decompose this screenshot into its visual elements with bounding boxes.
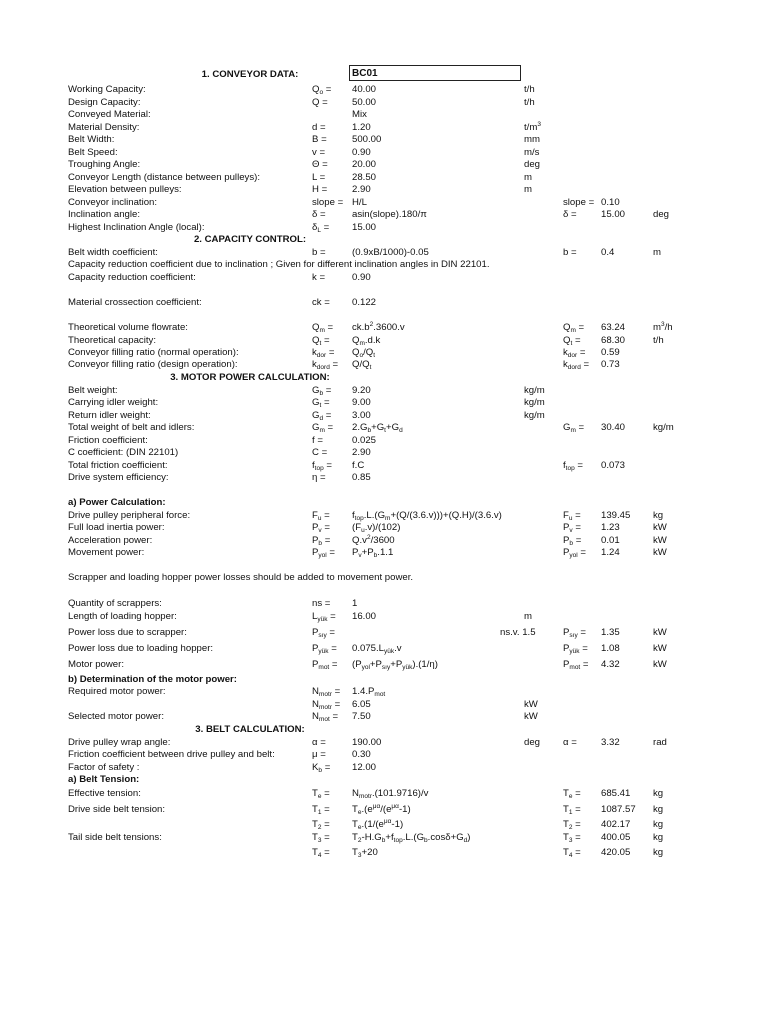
filling-design-result-symbol: $k_{dord}$ = xyxy=(563,359,590,371)
elevation-value: 2.90 xyxy=(352,184,371,195)
row-c-coef xyxy=(0,446,768,459)
wrap-angle-result-value: 3.32 xyxy=(601,737,620,748)
inertia-power-label: Full load inertia power: xyxy=(68,522,165,533)
row-s1 xyxy=(0,68,768,81)
row-a-tension xyxy=(0,773,768,786)
conveyor-inclination-result-symbol: slope = xyxy=(563,197,595,208)
filling-design-value: $Q/Q_t$ xyxy=(352,359,372,371)
motor-power-result-symbol: $P_{mot}$ = xyxy=(563,659,589,671)
filling-normal-label: Conveyor filling ratio (normal operation): xyxy=(68,347,239,358)
safety-factor-value: 12.00 xyxy=(352,762,377,773)
wrap-angle-value: 190.00 xyxy=(352,737,382,748)
belt-speed-unit: m/s xyxy=(524,147,540,158)
row-s2 xyxy=(0,233,768,246)
inclination-angle-symbol: δ = xyxy=(312,209,326,220)
motor-power-value: $(P_{yol}+P_{sıy}+P_{yük}).(1/\eta)$ xyxy=(352,659,438,671)
required-motor-val-value: 6.05 xyxy=(352,699,371,710)
belt-width-coef-result-symbol: b = xyxy=(563,247,577,258)
effective-tension-value: $N_{motr}.(101.9716)/v$ xyxy=(352,788,429,800)
total-weight-result-value: 30.40 xyxy=(601,422,626,433)
drive-side-t2-result-unit: kg xyxy=(653,819,664,830)
selected-motor-symbol: $N_{mot}$ = xyxy=(312,711,339,723)
total-weight-result-unit: kg/m xyxy=(653,422,674,433)
belt-width-value: 500.00 xyxy=(352,134,382,145)
theoretical-capacity-value: $Q_m.d.k$ xyxy=(352,335,381,347)
drive-efficiency-value: 0.85 xyxy=(352,472,371,483)
inclination-angle-value: asin(slope).180/π xyxy=(352,209,427,220)
carrying-idler-label: Carrying idler weight: xyxy=(68,397,159,408)
material-crosssection-symbol: ck = xyxy=(312,297,330,308)
tail-side-t3-result-unit: kg xyxy=(653,832,664,843)
inclination-angle-result-value: 15.00 xyxy=(601,209,626,220)
safety-factor-symbol: $K_b$ = xyxy=(312,762,331,774)
highest-inclination-value: 15.00 xyxy=(352,222,377,233)
material-density-label: Material Density: xyxy=(68,122,140,133)
wrap-angle-unit: deg xyxy=(524,737,541,748)
tail-side-t4-value: $T_3+20$ xyxy=(352,847,378,859)
row-elevation xyxy=(0,183,768,196)
required-motor-label: Required motor power: xyxy=(68,686,166,697)
friction-pulley-symbol: μ = xyxy=(312,749,326,760)
friction-coef-symbol: f = xyxy=(312,435,323,446)
drive-side-t1-value: $T_e.(e^{\mu\alpha}/(e^{\mu\alpha}-1)$ xyxy=(352,803,411,816)
belt-speed-label: Belt Speed: xyxy=(68,147,118,158)
conveyor-length-label: Conveyor Length (distance between pulleys): xyxy=(68,172,260,183)
inertia-power-result-value: 1.23 xyxy=(601,522,620,533)
acceleration-power-label: Acceleration power: xyxy=(68,535,153,546)
drive-side-t2-symbol: $T_2$ = xyxy=(312,819,330,831)
capacity-reduction-label: Capacity reduction coefficient: xyxy=(68,272,196,283)
row-s3 xyxy=(0,371,768,384)
tail-side-t4-result-value: 420.05 xyxy=(601,847,631,858)
row-a-power xyxy=(0,496,768,509)
volume-flowrate-value: $ck.b^2.3600.v$ xyxy=(352,321,405,333)
drive-side-t1-result-unit: kg xyxy=(653,804,664,815)
conveyor-length-unit: m xyxy=(524,172,532,183)
qty-scrappers-value: 1 xyxy=(352,598,358,609)
conveyor-id-cell[interactable]: BC01 xyxy=(349,65,521,81)
belt-width-coef-result-unit: m xyxy=(653,247,661,258)
effective-tension-result-value: 685.41 xyxy=(601,788,631,799)
belt-width-symbol: B = xyxy=(312,134,327,145)
peripheral-force-symbol: $F_u$ = xyxy=(312,510,330,522)
peripheral-force-value: $f_{top}.L.(G_m+(Q/(3.6.v)))+(Q.H)/(3.6.v)$ xyxy=(352,510,502,522)
tail-side-t3-label: Tail side belt tensions: xyxy=(68,832,162,843)
inertia-power-symbol: $P_v$ = xyxy=(312,522,330,534)
selected-motor-value: 7.50 xyxy=(352,711,371,722)
movement-power-result-value: 1.24 xyxy=(601,547,620,558)
required-motor-symbol: $N_{motr}$ = xyxy=(312,686,341,698)
total-friction-result-value: 0.073 xyxy=(601,460,626,471)
acceleration-power-symbol: $P_b$ = xyxy=(312,535,331,547)
s4-section-title: 3. BELT CALCULATION: xyxy=(195,724,305,735)
material-density-unit: $t/m^3$ xyxy=(524,121,541,133)
tail-side-t3-symbol: $T_3$ = xyxy=(312,832,330,844)
loss-scrapper-symbol: $P_{sıy}$ = xyxy=(312,627,335,639)
drive-efficiency-symbol: η = xyxy=(312,472,326,483)
filling-normal-result-symbol: $k_{dor}$ = xyxy=(563,347,586,359)
row-working-capacity xyxy=(0,83,768,96)
inclination-angle-result-symbol: δ = xyxy=(563,209,577,220)
motor-power-result-unit: kW xyxy=(653,659,667,670)
row-hopper-length xyxy=(0,610,768,623)
hopper-length-label: Length of loading hopper: xyxy=(68,611,177,622)
required-motor-value: $1.4.P_{mot}$ xyxy=(352,686,386,698)
drive-side-t2-result-symbol: $T_2$ = xyxy=(563,819,581,831)
drive-side-t2-value: $T_e.(1/(e^{\mu\alpha}-1)$ xyxy=(352,818,404,831)
drive-side-t1-result-symbol: $T_1$ = xyxy=(563,804,581,816)
total-weight-value: $2.G_b+G_t+G_d$ xyxy=(352,422,403,434)
loss-hopper-result-symbol: $P_{yük}$ = xyxy=(563,643,588,655)
row-inclination-angle xyxy=(0,208,768,221)
row-drive-efficiency xyxy=(0,471,768,484)
motor-power-result-value: 4.32 xyxy=(601,659,620,670)
elevation-symbol: H = xyxy=(312,184,328,195)
loss-hopper-value: $0.075.L_{yük}.v$ xyxy=(352,643,402,655)
total-friction-label: Total friction coefficient: xyxy=(68,460,168,471)
volume-flowrate-result-symbol: $Q_m$ = xyxy=(563,322,585,334)
inclination-angle-label: Inclination angle: xyxy=(68,209,141,220)
wrap-angle-label: Drive pulley wrap angle: xyxy=(68,737,171,748)
wrap-angle-result-symbol: α = xyxy=(563,737,577,748)
s3-section-title: 3. MOTOR POWER CALCULATION: xyxy=(170,372,330,383)
filling-normal-value: $Q_o/Q_t$ xyxy=(352,347,376,359)
inertia-power-value: $(F_u.v)/(102)$ xyxy=(352,522,401,534)
belt-weight-symbol: $G_b$ = xyxy=(312,385,332,397)
conveyor-inclination-label: Conveyor inclination: xyxy=(68,197,158,208)
a-tension-label: a) Belt Tension: xyxy=(68,774,140,785)
acceleration-power-result-symbol: $P_b$ = xyxy=(563,535,582,547)
acceleration-power-result-unit: kW xyxy=(653,535,667,546)
total-weight-label: Total weight of belt and idlers: xyxy=(68,422,195,433)
inclination-angle-result-unit: deg xyxy=(653,209,670,220)
row-inertia-power xyxy=(0,521,768,534)
elevation-unit: m xyxy=(524,184,532,195)
filling-normal-result-value: 0.59 xyxy=(601,347,620,358)
row-movement-power xyxy=(0,546,768,559)
motor-power-symbol: $P_{mot}$ = xyxy=(312,659,338,671)
inertia-power-result-unit: kW xyxy=(653,522,667,533)
row-motor-power xyxy=(0,658,768,671)
drive-efficiency-label: Drive system efficiency: xyxy=(68,472,169,483)
peripheral-force-label: Drive pulley peripheral force: xyxy=(68,510,191,521)
conveyor-inclination-value: H/L xyxy=(352,197,367,208)
movement-power-result-symbol: $P_{yol}$ = xyxy=(563,547,586,559)
conveyor-inclination-result-value: 0.10 xyxy=(601,197,620,208)
design-capacity-label: Design Capacity: xyxy=(68,97,141,108)
tail-side-t4-symbol: $T_4$ = xyxy=(312,847,330,859)
design-capacity-value: 50.00 xyxy=(352,97,377,108)
loss-hopper-symbol: $P_{yük}$ = xyxy=(312,643,337,655)
belt-width-unit: mm xyxy=(524,134,540,145)
movement-power-value: $P_v+P_b.1.1$ xyxy=(352,547,394,559)
belt-width-coef-value: (0.9xB/1000)-0.05 xyxy=(352,247,429,258)
inertia-power-result-symbol: $P_v$ = xyxy=(563,522,581,534)
troughing-angle-label: Troughing Angle: xyxy=(68,159,141,170)
row-effective-tension xyxy=(0,787,768,800)
wrap-angle-result-unit: rad xyxy=(653,737,667,748)
troughing-angle-unit: deg xyxy=(524,159,541,170)
loss-hopper-label: Power loss due to loading hopper: xyxy=(68,643,214,654)
row-filling-design xyxy=(0,358,768,371)
tail-side-t3-result-value: 400.05 xyxy=(601,832,631,843)
effective-tension-result-unit: kg xyxy=(653,788,664,799)
row-volume-flowrate xyxy=(0,321,768,334)
total-friction-symbol: $f_{top}$ = xyxy=(312,460,332,472)
c-coef-value: 2.90 xyxy=(352,447,371,458)
c-coef-label: C coefficient: (DIN 22101) xyxy=(68,447,179,458)
s2-section-title: 2. CAPACITY CONTROL: xyxy=(193,234,307,245)
conveyor-length-value: 28.50 xyxy=(352,172,377,183)
total-weight-result-symbol: $G_m$ = xyxy=(563,422,585,434)
row-loss-hopper xyxy=(0,642,768,655)
acceleration-power-result-value: 0.01 xyxy=(601,535,620,546)
carrying-idler-unit: kg/m xyxy=(524,397,545,408)
belt-width-coef-result-value: 0.4 xyxy=(601,247,615,258)
theoretical-capacity-result-unit: t/h xyxy=(653,335,664,346)
troughing-angle-symbol: Θ = xyxy=(312,159,328,170)
row-material-crosssection xyxy=(0,296,768,309)
return-idler-unit: kg/m xyxy=(524,410,545,421)
c-coef-symbol: C = xyxy=(312,447,328,458)
effective-tension-result-symbol: $T_e$ = xyxy=(563,788,581,800)
volume-flowrate-label: Theoretical volume flowrate: xyxy=(68,322,188,333)
belt-weight-label: Belt weight: xyxy=(68,385,118,396)
tail-side-t4-result-unit: kg xyxy=(653,847,664,858)
total-weight-symbol: $G_m$ = xyxy=(312,422,334,434)
loss-scrapper-unit: ns.v. 1.5 xyxy=(500,627,536,638)
filling-design-label: Conveyor filling ratio (design operation): xyxy=(68,359,238,370)
qty-scrappers-symbol: ns = xyxy=(312,598,331,609)
scrapper-note-note: Scrapper and loading hopper power losses should be added to movement power. xyxy=(68,572,414,583)
s1-section-title: 1. CONVEYOR DATA: xyxy=(201,69,299,80)
return-idler-symbol: $G_d$ = xyxy=(312,410,332,422)
row-conveyed-material xyxy=(0,108,768,121)
loss-hopper-result-value: 1.08 xyxy=(601,643,620,654)
drive-side-t2-result-value: 402.17 xyxy=(601,819,631,830)
row-qty-scrappers xyxy=(0,597,768,610)
row-carrying-idler xyxy=(0,396,768,409)
row-drive-side-t1 xyxy=(0,803,768,816)
material-crosssection-value: 0.122 xyxy=(352,297,377,308)
friction-coef-value: 0.025 xyxy=(352,435,377,446)
design-capacity-symbol: Q = xyxy=(312,97,328,108)
belt-width-coef-symbol: b = xyxy=(312,247,326,258)
total-friction-result-symbol: $f_{top}$ = xyxy=(563,460,583,472)
row-total-weight xyxy=(0,421,768,434)
row-loss-scrapper xyxy=(0,626,768,639)
filling-design-symbol: $k_{dord}$ = xyxy=(312,359,339,371)
capacity-reduction-value: 0.90 xyxy=(352,272,371,283)
peripheral-force-result-unit: kg xyxy=(653,510,664,521)
filling-design-result-value: 0.73 xyxy=(601,359,620,370)
troughing-angle-value: 20.00 xyxy=(352,159,377,170)
theoretical-capacity-result-symbol: $Q_t$ = xyxy=(563,335,581,347)
return-idler-label: Return idler weight: xyxy=(68,410,151,421)
material-density-symbol: d = xyxy=(312,122,326,133)
qty-scrappers-label: Quantity of scrappers: xyxy=(68,598,162,609)
hopper-length-unit: m xyxy=(524,611,532,622)
safety-factor-label: Factor of safety : xyxy=(68,762,140,773)
acceleration-power-value: $Q.v^2/3600$ xyxy=(352,534,395,546)
row-belt-width xyxy=(0,133,768,146)
effective-tension-label: Effective tension: xyxy=(68,788,141,799)
tail-side-t3-result-symbol: $T_3$ = xyxy=(563,832,581,844)
loss-scrapper-result-value: 1.35 xyxy=(601,627,620,638)
drive-side-t1-result-value: 1087.57 xyxy=(601,804,636,815)
motor-power-label: Motor power: xyxy=(68,659,124,670)
friction-pulley-label: Friction coefficient between drive pulley and belt: xyxy=(68,749,275,760)
volume-flowrate-symbol: $Q_m$ = xyxy=(312,322,334,334)
hopper-length-value: 16.00 xyxy=(352,611,377,622)
highest-inclination-symbol: $\delta_L$ = xyxy=(312,222,330,234)
theoretical-capacity-symbol: $Q_t$ = xyxy=(312,335,330,347)
row-capacity-reduction xyxy=(0,271,768,284)
drive-side-t1-symbol: $T_1$ = xyxy=(312,804,330,816)
row-scrapper-note xyxy=(0,571,768,584)
design-capacity-unit: t/h xyxy=(524,97,535,108)
carrying-idler-value: 9.00 xyxy=(352,397,371,408)
row-drive-side-t2 xyxy=(0,818,768,831)
tail-side-t4-result-symbol: $T_4$ = xyxy=(563,847,581,859)
material-crosssection-label: Material crossection coefficient: xyxy=(68,297,202,308)
capacity-note-note: Capacity reduction coefficient due to inclination ; Given for different inclination angles in DIN 22101. xyxy=(68,259,490,270)
loss-hopper-result-unit: kW xyxy=(653,643,667,654)
capacity-reduction-symbol: k = xyxy=(312,272,326,283)
theoretical-capacity-result-value: 68.30 xyxy=(601,335,626,346)
friction-pulley-value: 0.30 xyxy=(352,749,371,760)
wrap-angle-symbol: α = xyxy=(312,737,326,748)
conveyor-length-symbol: L = xyxy=(312,172,326,183)
drive-side-t1-label: Drive side belt tension: xyxy=(68,804,166,815)
hopper-length-symbol: $L_{yük}$ = xyxy=(312,611,336,623)
carrying-idler-symbol: $G_t$ = xyxy=(312,397,330,409)
loss-scrapper-result-unit: kW xyxy=(653,627,667,638)
required-motor-val-symbol: $N_{motr}$ = xyxy=(312,699,341,711)
conveyor-inclination-symbol: slope = xyxy=(312,197,344,208)
theoretical-capacity-label: Theoretical capacity: xyxy=(68,335,156,346)
peripheral-force-result-symbol: $F_u$ = xyxy=(563,510,581,522)
selected-motor-label: Selected motor power: xyxy=(68,711,164,722)
belt-speed-symbol: v = xyxy=(312,147,326,158)
row-tail-side-t4 xyxy=(0,846,768,859)
conveyed-material-label: Conveyed Material: xyxy=(68,109,151,120)
working-capacity-unit: t/h xyxy=(524,84,535,95)
friction-coef-label: Friction coefficient: xyxy=(68,435,148,446)
movement-power-symbol: $P_{yol}$ = xyxy=(312,547,335,559)
belt-weight-unit: kg/m xyxy=(524,385,545,396)
loss-scrapper-result-symbol: $P_{sıy}$ = xyxy=(563,627,586,639)
highest-inclination-label: Highest Inclination Angle (local): xyxy=(68,222,205,233)
belt-speed-value: 0.90 xyxy=(352,147,371,158)
belt-width-coef-label: Belt width coefficient: xyxy=(68,247,158,258)
row-friction-pulley xyxy=(0,748,768,761)
loss-scrapper-label: Power loss due to scrapper: xyxy=(68,627,187,638)
filling-normal-symbol: $k_{dor}$ = xyxy=(312,347,335,359)
elevation-label: Elevation between pulleys: xyxy=(68,184,182,195)
b-motor-label: b) Determination of the motor power: xyxy=(68,674,237,685)
required-motor-val-unit: kW xyxy=(524,699,538,710)
effective-tension-symbol: $T_e$ = xyxy=(312,788,330,800)
row-s4 xyxy=(0,723,768,736)
working-capacity-value: 40.00 xyxy=(352,84,377,95)
movement-power-result-unit: kW xyxy=(653,547,667,558)
movement-power-label: Movement power: xyxy=(68,547,145,558)
row-troughing-angle xyxy=(0,158,768,171)
working-capacity-label: Working Capacity: xyxy=(68,84,146,95)
return-idler-value: 3.00 xyxy=(352,410,371,421)
row-capacity-note xyxy=(0,258,768,271)
row-required-motor xyxy=(0,685,768,698)
volume-flowrate-result-value: 63.24 xyxy=(601,322,626,333)
tail-side-t3-value: $T_2-H.G_b+f_{top}.L.(G_b.\cos\delta+G_d)$ xyxy=(352,832,471,844)
volume-flowrate-result-unit: $m^3/h$ xyxy=(653,321,673,333)
material-density-value: 1.20 xyxy=(352,122,371,133)
row-tail-side-t3 xyxy=(0,831,768,844)
belt-width-label: Belt Width: xyxy=(68,134,115,145)
working-capacity-symbol: $Q_o$ = xyxy=(312,84,332,96)
a-power-label: a) Power Calculation: xyxy=(68,497,166,508)
row-selected-motor xyxy=(0,710,768,723)
peripheral-force-result-value: 139.45 xyxy=(601,510,631,521)
conveyed-material-value: Mix xyxy=(352,109,367,120)
total-friction-value: f.C xyxy=(352,460,365,471)
selected-motor-unit: kW xyxy=(524,711,538,722)
belt-weight-value: 9.20 xyxy=(352,385,371,396)
